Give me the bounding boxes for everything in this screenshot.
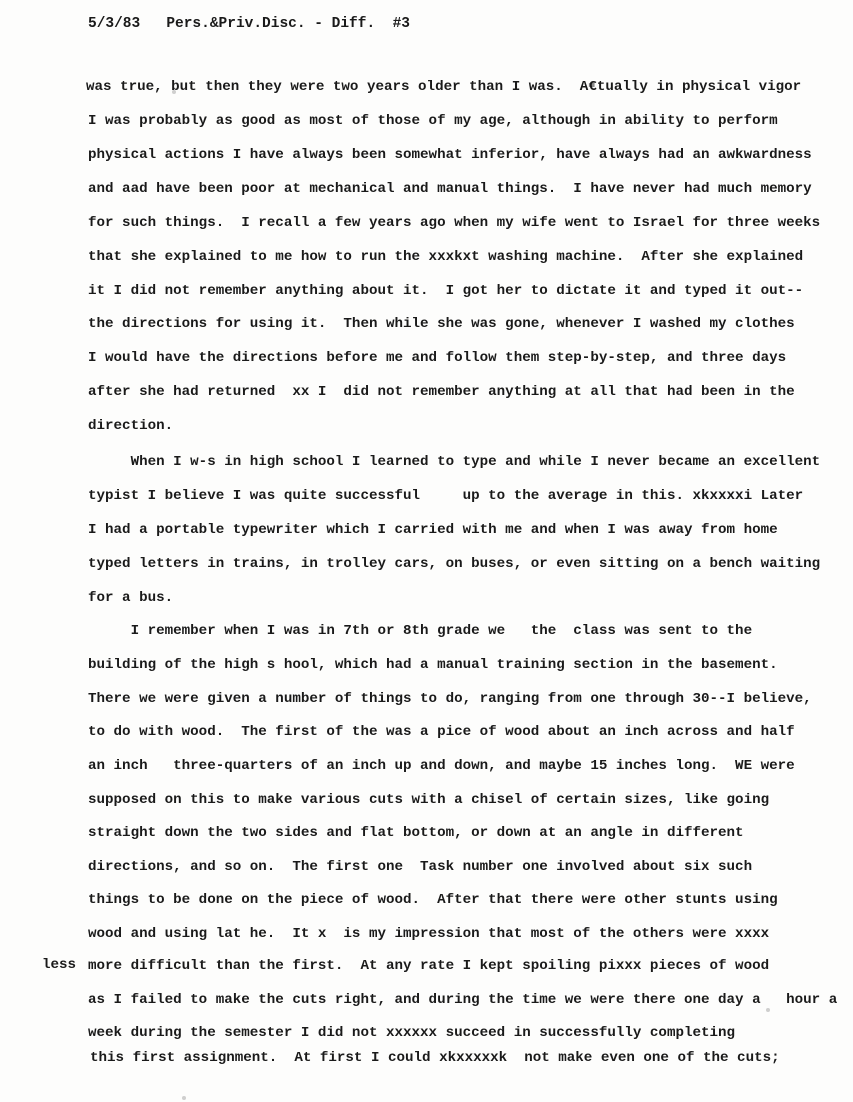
text-line: more difficult than the first. At any rate I kept spoiling pixxx pieces of wood — [88, 958, 770, 974]
text-line: typed letters in trains, in trolley cars, on buses, or even sitting on a bench waiting — [88, 556, 821, 572]
text-line: straight down the two sides and flat bottom, or down at an angle in different — [88, 825, 744, 841]
text-line: to do with wood. The first of the was a pice of wood about an inch across and half — [88, 724, 795, 740]
text-line: When I w-s in high school I learned to type and while I never became an excellent — [88, 454, 821, 470]
text-line: was true, but then they were two years older than I was. A€tually in physical vigor — [86, 79, 802, 95]
margin-note-less: less — [42, 957, 77, 973]
text-line: I was probably as good as most of those of my age, although in ability to perform — [88, 113, 778, 129]
text-line: week during the semester I did not xxxxxx succeed in successfully completing — [88, 1025, 736, 1041]
text-line: I remember when I was in 7th or 8th grade we the class was sent to the — [88, 623, 753, 639]
text-line: as I failed to make the cuts right, and during the time we were there one day a hour a — [88, 992, 838, 1008]
ink-smudge — [172, 90, 176, 94]
text-line: typist I believe I was quite successful up to the average in this. xkxxxxi Later — [88, 488, 804, 504]
text-line: physical actions I have always been somewhat inferior, have always had an awkwardness — [88, 147, 812, 163]
text-line: it I did not remember anything about it. I got her to dictate it and typed it out-- — [88, 283, 804, 299]
text-line: supposed on this to make various cuts with a chisel of certain sizes, like going — [88, 792, 770, 808]
text-line: There we were given a number of things to do, ranging from one through 30--I believe, — [88, 691, 812, 707]
text-line: for such things. I recall a few years ago when my wife went to Israel for three weeks — [88, 215, 821, 231]
text-line: I had a portable typewriter which I carried with me and when I was away from home — [88, 522, 778, 538]
ink-smudge — [766, 1008, 770, 1012]
text-line: I would have the directions before me and follow them step-by-step, and three days — [88, 350, 787, 366]
text-line: an inch three-quarters of an inch up and down, and maybe 15 inches long. WE were — [88, 758, 795, 774]
text-line: directions, and so on. The first one Task number one involved about six such — [88, 859, 753, 875]
header-date: 5/3/83 — [88, 16, 141, 32]
ink-smudge — [182, 1096, 186, 1100]
text-line: direction. — [88, 418, 174, 434]
text-line: things to be done on the piece of wood. After that there were other stunts using — [88, 892, 778, 908]
page-header — [88, 16, 410, 32]
text-line: building of the high s hool, which had a manual training section in the basement. — [88, 657, 778, 673]
text-line: the directions for using it. Then while she was gone, whenever I washed my clothes — [88, 316, 795, 332]
text-line: this first assignment. At first I could xkxxxxxk not make even one of the cuts; — [90, 1050, 780, 1066]
text-line: and aad have been poor at mechanical and manual things. I have never had much memory — [88, 181, 812, 197]
text-line: for a bus. — [88, 590, 174, 606]
text-line: after she had returned xx I did not remember anything at all that had been in the — [88, 384, 795, 400]
text-line: that she explained to me how to run the xxxkxt washing machine. After she explained — [88, 249, 804, 265]
header-title: Pers.&Priv.Disc. - Diff. — [166, 16, 376, 32]
header-page-number: #3 — [392, 16, 410, 32]
text-line: wood and using lat he. It x is my impression that most of the others were xxxx — [88, 926, 770, 942]
